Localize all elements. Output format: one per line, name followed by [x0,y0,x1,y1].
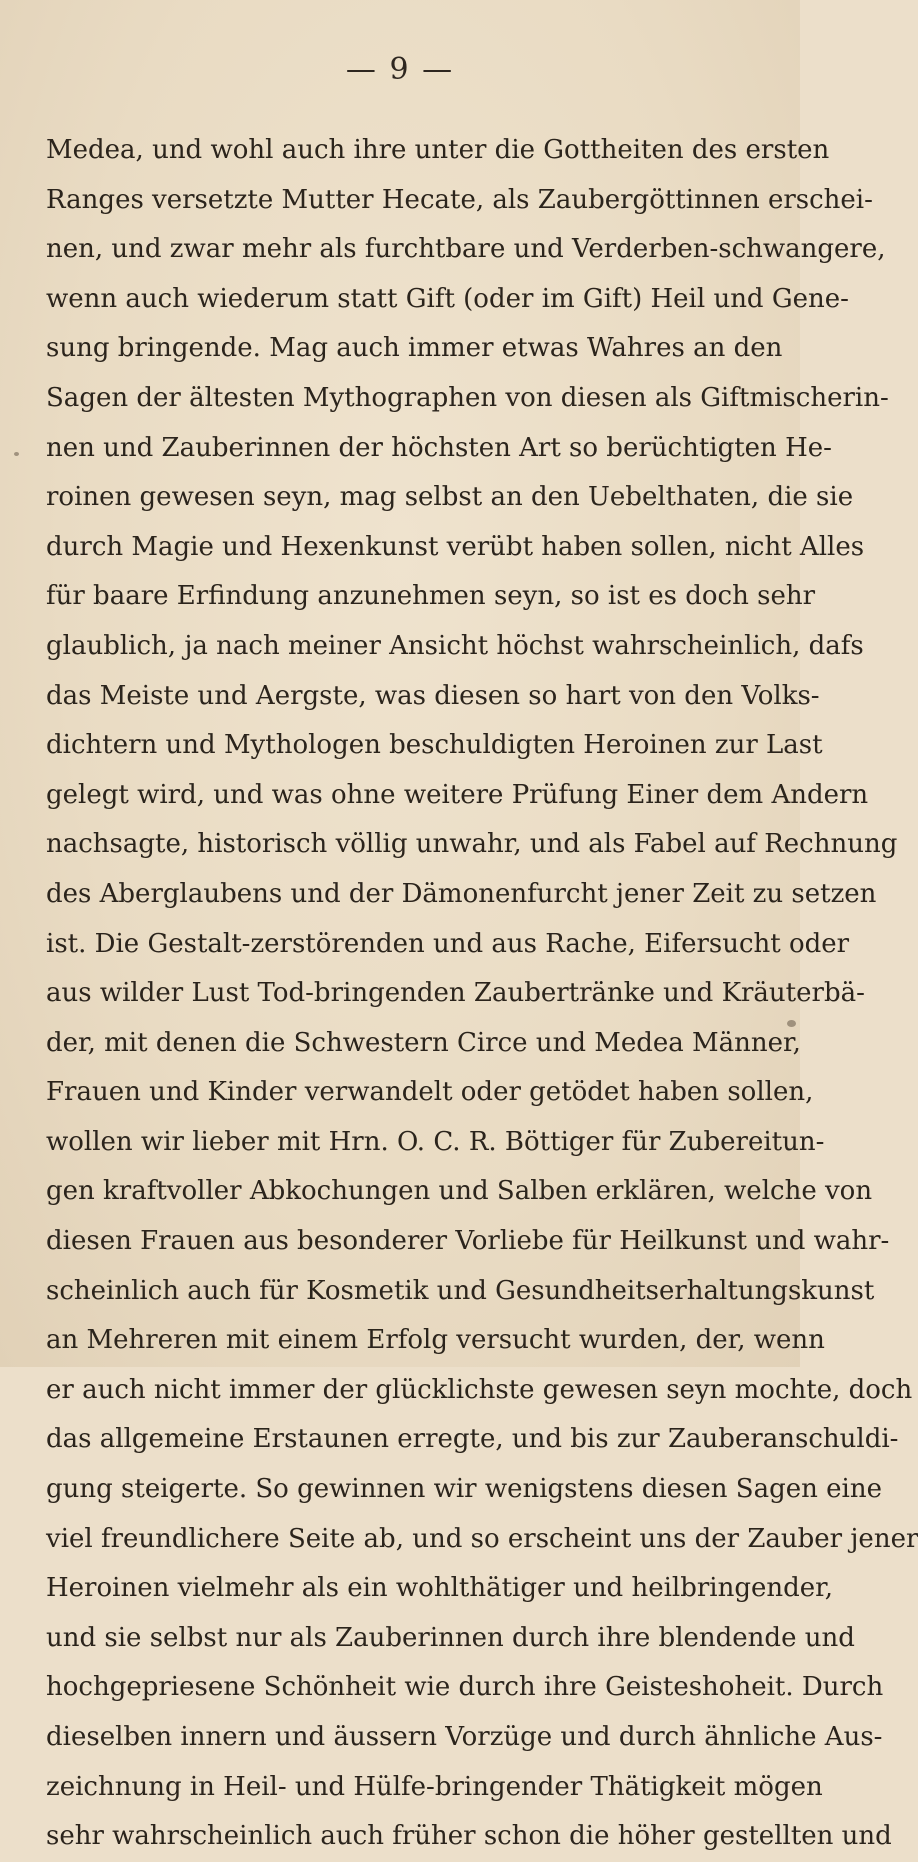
text-line: aus wilder Lust Tod-bringenden Zaubertränke und Kräuterbä- [46,978,865,1009]
text-line: an Mehreren mit einem Erfolg versucht wurden, der, wenn [46,1325,825,1356]
text-line: und sie selbst nur als Zauberinnen durch ihre blendende und [46,1622,855,1653]
text-line: viel freundlichere Seite ab, und so erscheint uns der Zauber jener [46,1523,918,1554]
text-line: gen kraftvoller Abkochungen und Salben erklären, welche von [46,1176,873,1207]
text-line: glaublich, ja nach meiner Ansicht höchst wahrscheinlich, dafs [46,630,864,661]
text-line: dieselben innern und äussern Vorzüge und durch ähnliche Aus- [46,1722,883,1752]
text-line: Heroinen vielmehr als ein wohlthätiger und heilbringender, [46,1573,834,1604]
text-line: durch Magie und Hexenkunst verübt haben sollen, nicht Alles [46,531,865,562]
text-line: wollen wir lieber mit Hrn. O. C. R. Böttiger für Zubereitun- [46,1126,825,1157]
paper-speck [14,452,19,456]
text-line: scheinlich auch für Kosmetik und Gesundheitserhaltungskunst [46,1275,875,1306]
text-line: hochgepriesene Schönheit wie durch ihre Geisteshoheit. Durch [46,1672,884,1703]
text-line: roinen gewesen seyn, mag selbst an den Uebelthaten, die sie [46,482,854,513]
text-line: Sagen der ältesten Mythographen von diesen als Giftmischerin- [46,382,889,413]
text-line: sung bringende. Mag auch immer etwas Wahres an den [46,333,783,364]
text-line: gung steigerte. So gewinnen wir wenigstens diesen Sagen eine [46,1474,882,1505]
page-number: — 9 — [345,52,455,87]
paper-speck [787,1020,796,1027]
text-line: der, mit denen die Schwestern Circe und Medea Männer, [46,1027,801,1058]
text-line: Medea, und wohl auch ihre unter die Gottheiten des ersten [46,135,830,165]
text-line: nen und Zauberinnen der höchsten Art so berüchtigten He- [46,432,832,463]
text-line: wenn auch wiederum statt Gift (oder im Gift) Heil und Gene- [46,283,849,314]
text-line: Frauen und Kinder verwandelt oder getödet haben sollen, [46,1077,814,1108]
text-line: sehr wahrscheinlich auch früher schon die höher gestellten und [46,1821,892,1852]
text-line: diesen Frauen aus besonderer Vorliebe für Heilkunst und wahr- [46,1226,890,1257]
text-line: gelegt wird, und was ohne weitere Prüfung Einer dem Andern [46,779,869,810]
text-line: des Aberglaubens und der Dämonenfurcht jener Zeit zu setzen [46,878,877,909]
text-line: nachsagte, historisch völlig unwahr, und als Fabel auf Rechnung [46,829,898,860]
body-text [46,126,918,1862]
text-line: für baare Erfindung anzunehmen seyn, so ist es doch sehr [46,581,816,612]
text-line: zeichnung in Heil- und Hülfe-bringender Thätigkeit mögen [46,1771,823,1802]
text-line: das allgemeine Erstaunen erregte, und bis zur Zauberanschuldi- [46,1424,899,1455]
text-line: er auch nicht immer der glücklichste gewesen seyn mochte, doch [46,1374,913,1405]
text-line: ist. Die Gestalt-zerstörenden und aus Rache, Eifersucht oder [46,928,850,959]
text-line: Ranges versetzte Mutter Hecate, als Zaubergöttinnen erschei- [46,184,873,215]
text-line: nen, und zwar mehr als furchtbare und Verderben-schwangere, [46,234,886,265]
text-line: dichtern und Mythologen beschuldigten Heroinen zur Last [46,730,823,761]
text-line: das Meiste und Aergste, was diesen so hart von den Volks- [46,680,820,711]
